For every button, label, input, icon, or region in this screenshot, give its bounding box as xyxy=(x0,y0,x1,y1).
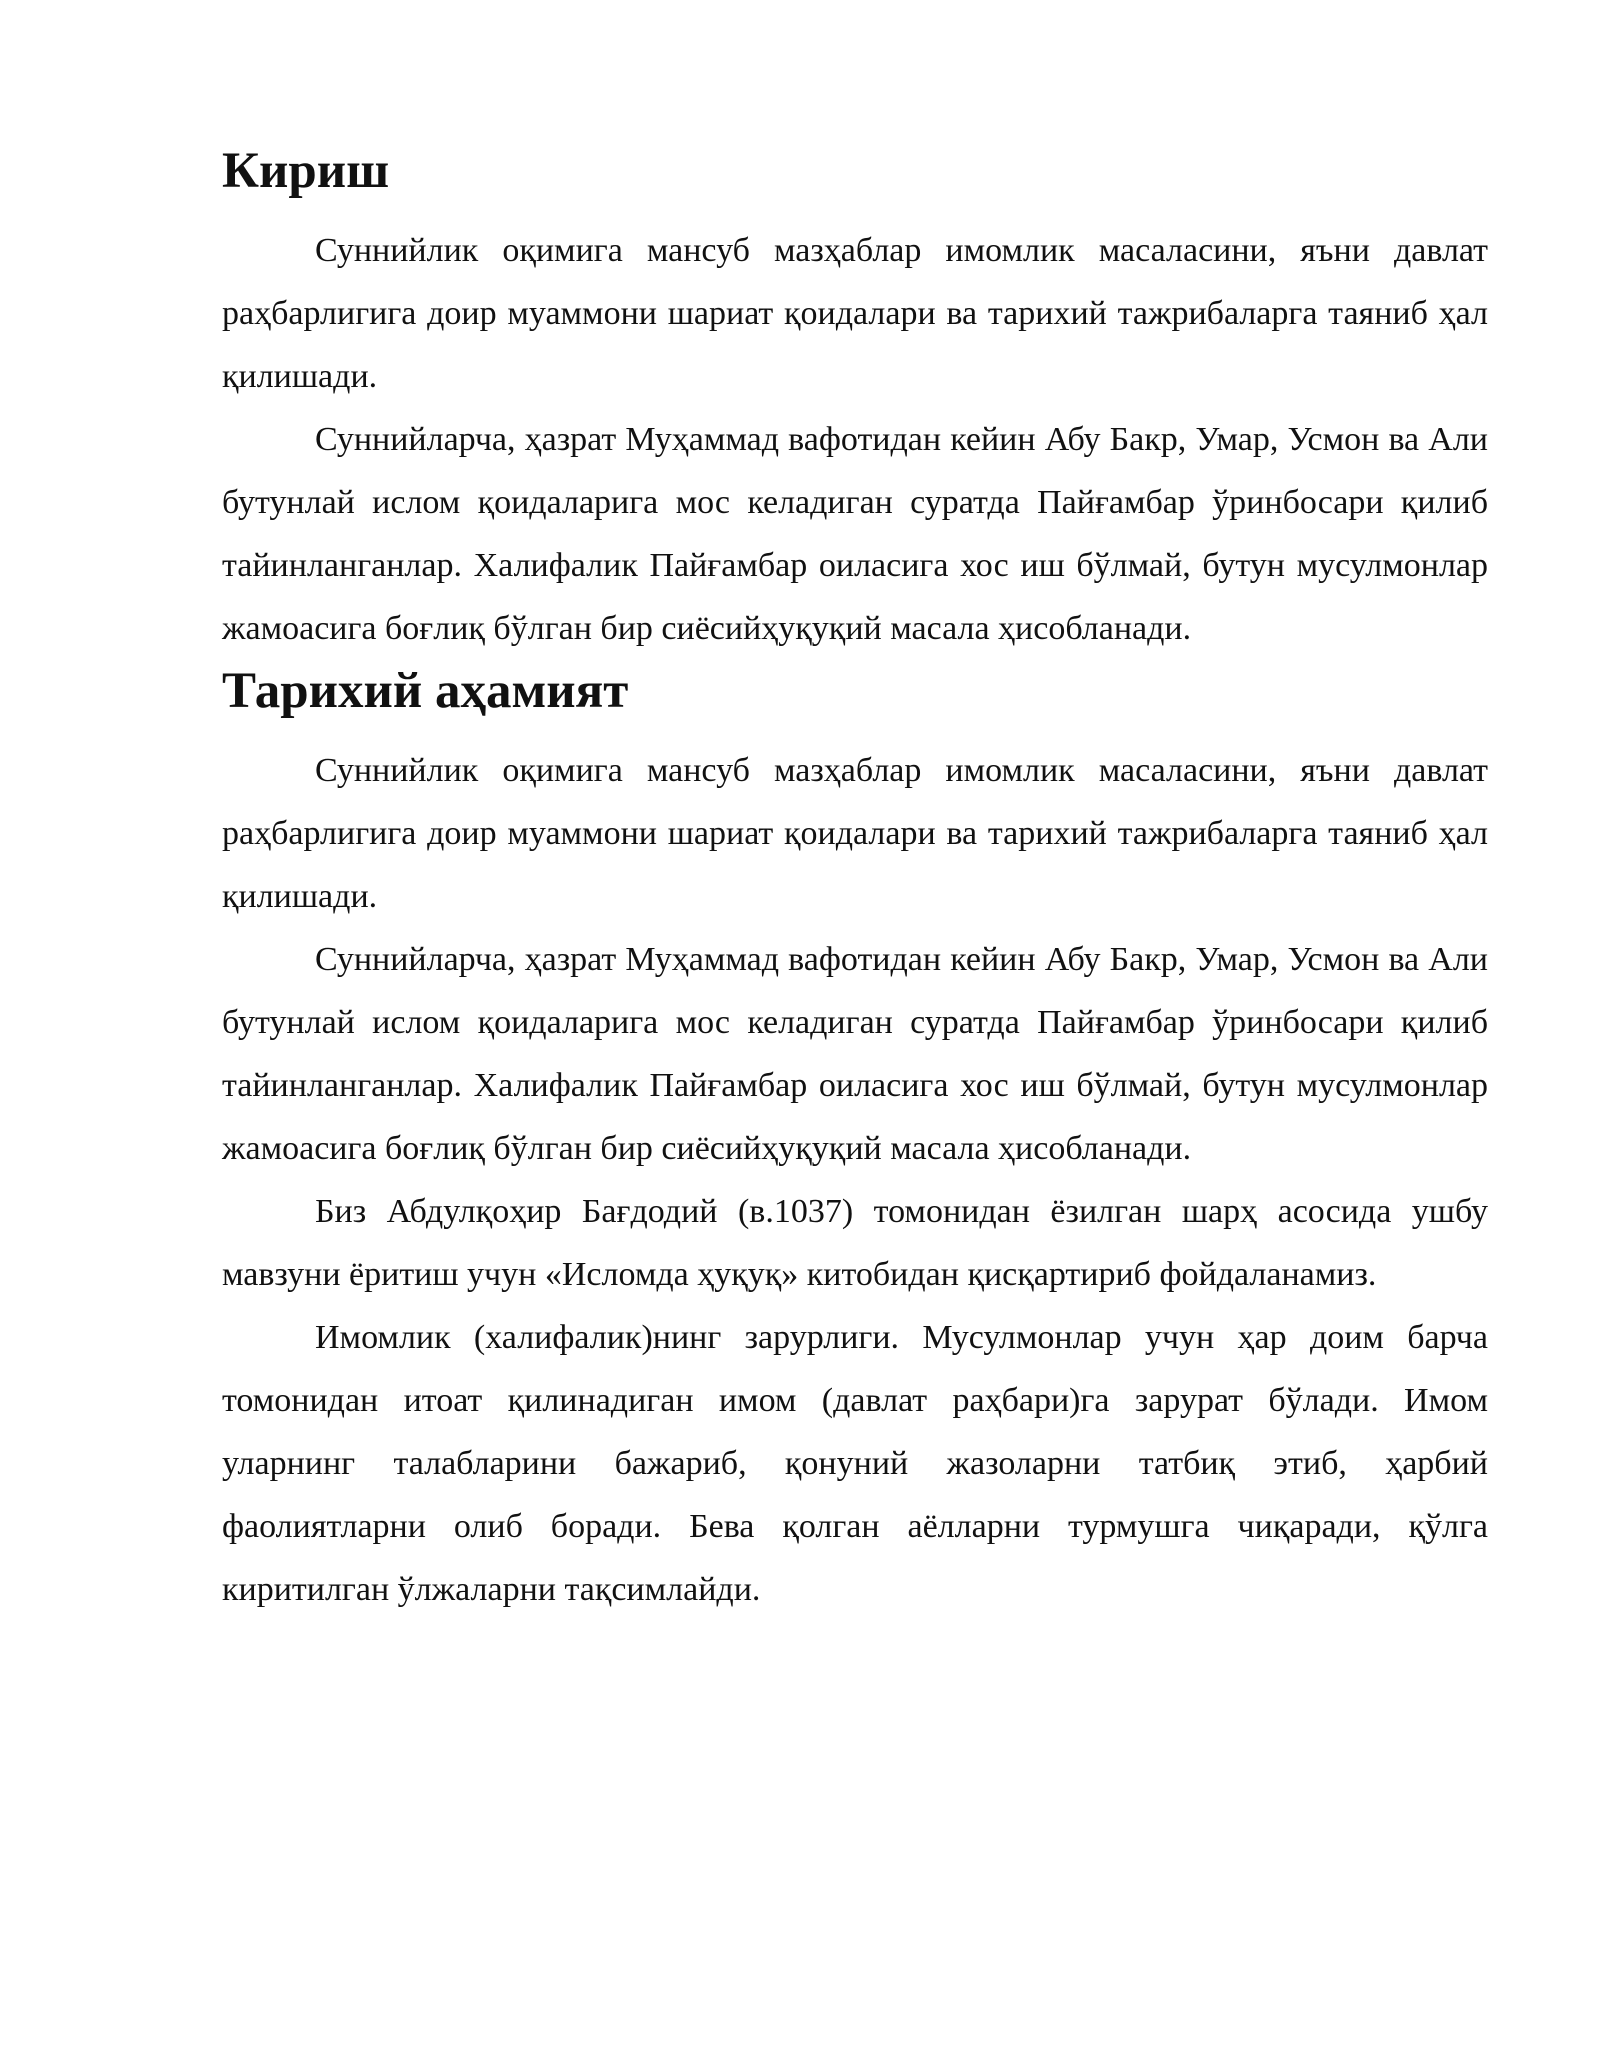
paragraph: Суннийларча, ҳазрат Муҳаммад вафотидан кейин Абу Бакр, Умар, Усмон ва Али бутунлай ислом қоидаларига мос келадиган суратда Пайғамбар ўринбосари қилиб тайинланганлар. Халифалик Пайғамбар оиласига хос иш бўлмай, бутун мусулмонлар жамоасига боғлиқ бўлган бир сиёсийҳуқуқий масала ҳисобланади. xyxy=(222,421,1488,647)
paragraph: Имомлик (халифалик)нинг зарурлиги. Мусулмонлар учун ҳар доим барча томонидан итоат қилинадиган имом (давлат раҳбари)га зарурат бўлади. Имом уларнинг талабларини бажариб, қонуний жазоларни татбиқ этиб, ҳарбий фаолиятларни олиб боради. Бева қолган аёлларни турмушга чиқаради, қўлга киритилган ўлжаларни тақсимлайди. xyxy=(222,1319,1488,1608)
paragraph: Суннийлик оқимига мансуб мазҳаблар имомлик масаласини, яъни давлат раҳбарлигига доир муаммони шариат қоидалари ва тарихий тажрибаларга таяниб ҳал қилишади. xyxy=(222,752,1488,915)
document-body xyxy=(222,140,1488,1621)
paragraph: Суннийлик оқимига мансуб мазҳаблар имомлик масаласини, яъни давлат раҳбарлигига доир муаммони шариат қоидалари ва тарихий тажрибаларга таяниб ҳал қилишади. xyxy=(222,232,1488,395)
section-heading-historical-significance: Тарихий аҳамият xyxy=(222,663,629,719)
paragraph: Биз Абдулқоҳир Бағдодий (в.1037) томонидан ёзилган шарҳ асосида ушбу мавзуни ёритиш учун «Исломда ҳуқуқ» китобидан қисқартириб фойдаланамиз. xyxy=(222,1193,1488,1293)
section-heading-introduction: Кириш xyxy=(222,143,390,199)
paragraph: Суннийларча, ҳазрат Муҳаммад вафотидан кейин Абу Бакр, Умар, Усмон ва Али бутунлай ислом қоидаларига мос келадиган суратда Пайғамбар ўринбосари қилиб тайинланганлар. Халифалик Пайғамбар оиласига хос иш бўлмай, бутун мусулмонлар жамоасига боғлиқ бўлган бир сиёсийҳуқуқий масала ҳисобланади. xyxy=(222,941,1488,1167)
